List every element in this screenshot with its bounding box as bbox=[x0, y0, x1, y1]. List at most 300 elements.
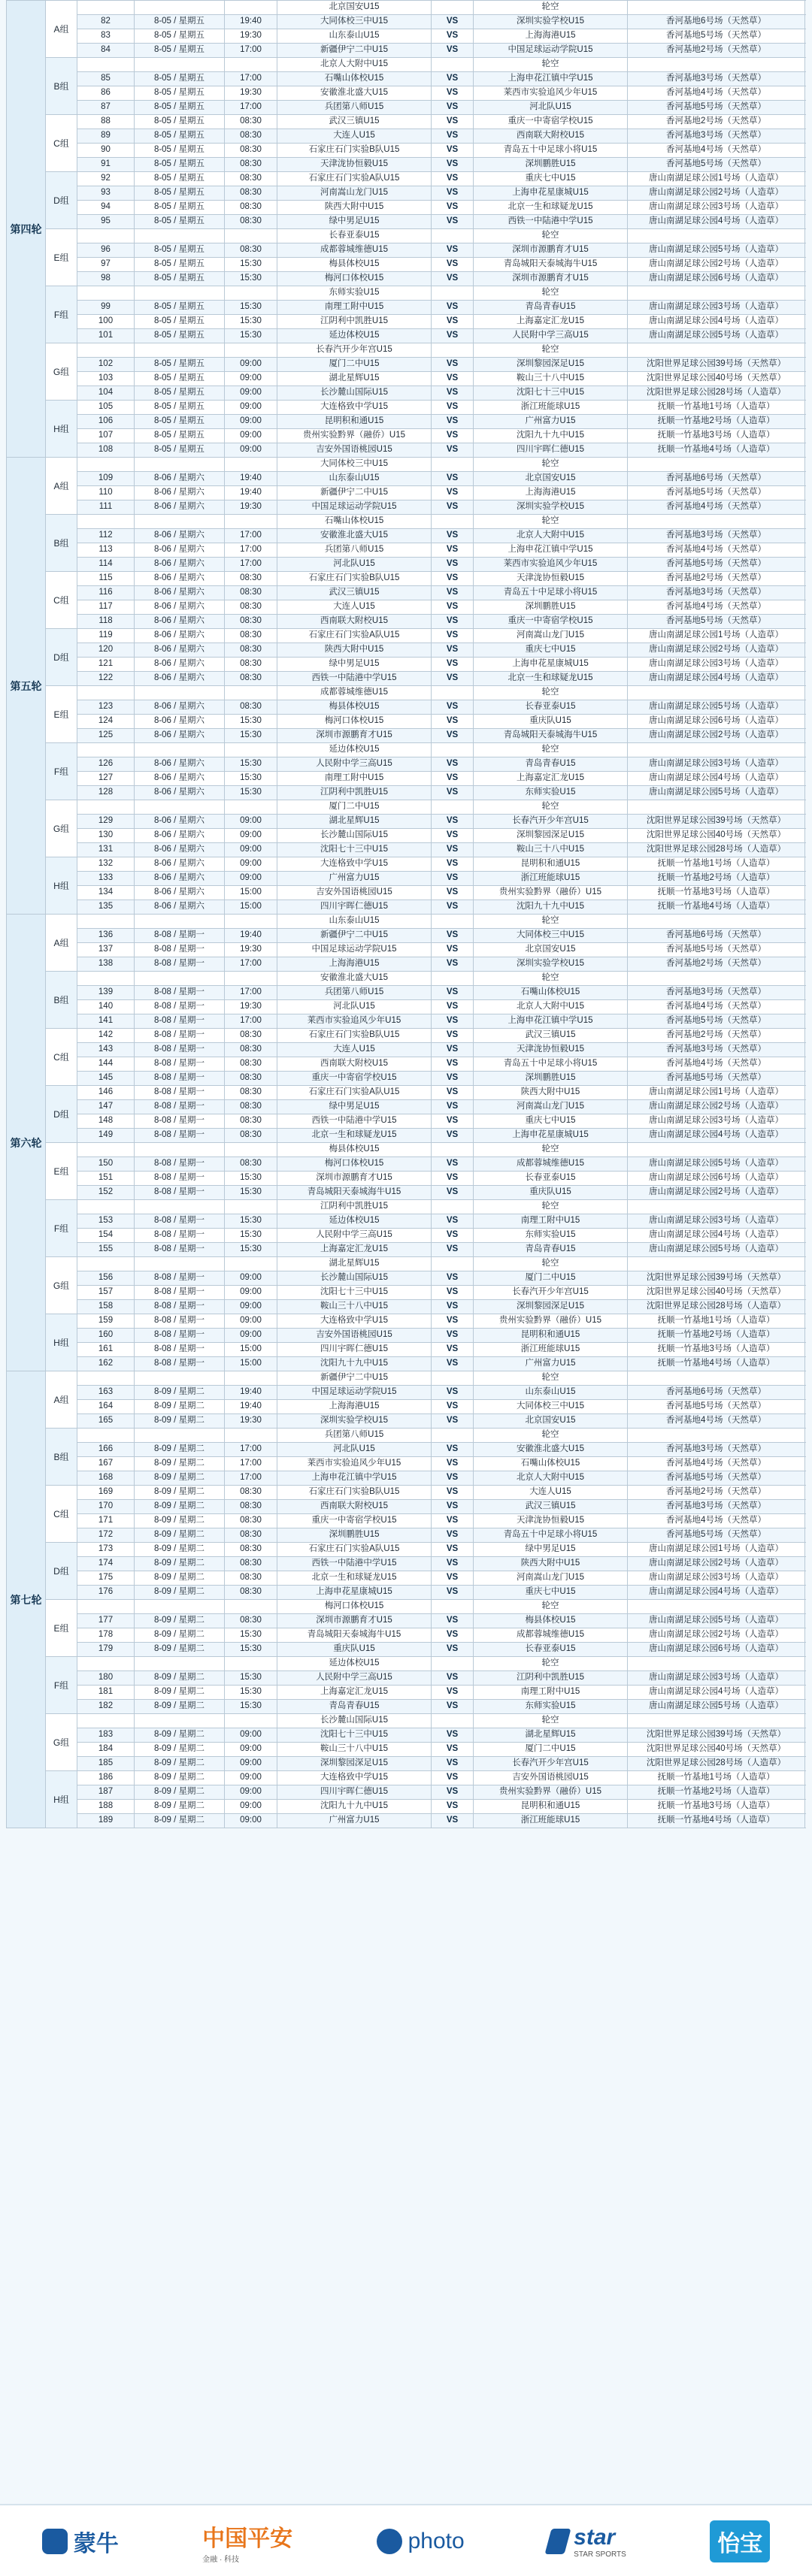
match-time: 17:00 bbox=[225, 1014, 277, 1029]
match-date: 8-09 / 星期二 bbox=[135, 1785, 225, 1800]
venue: 唐山南湖足球公园3号场（人造草） bbox=[628, 1671, 805, 1686]
group-label: D组 bbox=[46, 172, 77, 229]
match-date: 8-06 / 星期六 bbox=[135, 543, 225, 558]
match-date: 8-05 / 星期五 bbox=[135, 29, 225, 44]
vs-label: VS bbox=[432, 1471, 474, 1486]
away-team: 广州富力U15 bbox=[474, 1357, 628, 1371]
venue: 抚顺一竹基地2号场（人造草） bbox=[628, 1329, 805, 1343]
home-team: 河南嵩山龙门U15 bbox=[277, 186, 432, 201]
match-row bbox=[7, 129, 805, 144]
venue: 香河基地2号场（天然草） bbox=[628, 1486, 805, 1500]
away-team: 重庆七中U15 bbox=[474, 643, 628, 658]
match-row bbox=[7, 1528, 805, 1543]
venue: 香河基地5号场（天然草） bbox=[628, 29, 805, 44]
match-time: 09:00 bbox=[225, 1757, 277, 1771]
match-time: 08:30 bbox=[225, 1029, 277, 1043]
away-team: 重庆七中U15 bbox=[474, 1114, 628, 1129]
match-no: 106 bbox=[77, 415, 135, 429]
group-label: G组 bbox=[46, 800, 77, 857]
away-team: 鞍山三十八中U15 bbox=[474, 372, 628, 386]
home-team: 石家庄石门实验B队U15 bbox=[277, 572, 432, 586]
venue: 香河基地2号场（天然草） bbox=[628, 44, 805, 58]
away-team: 深圳市源鹏育才U15 bbox=[474, 243, 628, 258]
match-row bbox=[7, 472, 805, 486]
match-row bbox=[7, 272, 805, 286]
away-team: 深圳鹏胜U15 bbox=[474, 158, 628, 172]
match-date: 8-08 / 星期一 bbox=[135, 1214, 225, 1229]
bye-team: 梅县体校U15 bbox=[277, 1143, 432, 1157]
vs-label: VS bbox=[432, 415, 474, 429]
home-team: 兵团第八师U15 bbox=[277, 986, 432, 1000]
sponsor-logo-pingan: 中国平安 金融 · 科技 bbox=[202, 2526, 293, 2564]
home-team: 山东泰山U15 bbox=[277, 29, 432, 44]
venue: 香河基地5号场（天然草） bbox=[628, 158, 805, 172]
match-time bbox=[225, 972, 277, 986]
vs-label: VS bbox=[432, 1314, 474, 1329]
venue: 唐山南湖足球公园6号场（人造草） bbox=[628, 715, 805, 729]
match-row bbox=[7, 1329, 805, 1343]
match-time: 15:30 bbox=[225, 1671, 277, 1686]
home-team: 安徽淮北盛大U15 bbox=[277, 86, 432, 101]
away-team: 深圳黎园深足U15 bbox=[474, 358, 628, 372]
bye-spacer bbox=[432, 800, 474, 815]
match-no: 149 bbox=[77, 1129, 135, 1143]
away-team: 江阴利中凯胜U15 bbox=[474, 1671, 628, 1686]
vs-label: VS bbox=[432, 1057, 474, 1072]
match-no: 142 bbox=[77, 1029, 135, 1043]
home-team: 厦门二中U15 bbox=[277, 358, 432, 372]
match-time: 15:30 bbox=[225, 272, 277, 286]
match-time: 08:30 bbox=[225, 1486, 277, 1500]
match-no: 147 bbox=[77, 1100, 135, 1114]
vs-label: VS bbox=[432, 1114, 474, 1129]
away-team: 四川宇晖仁德U15 bbox=[474, 443, 628, 458]
match-date: 8-09 / 星期二 bbox=[135, 1728, 225, 1743]
match-row bbox=[7, 201, 805, 215]
away-team: 北京国安U15 bbox=[474, 943, 628, 957]
away-team: 浙江班能球U15 bbox=[474, 872, 628, 886]
vs-label: VS bbox=[432, 1100, 474, 1114]
away-team: 上海嘉定汇龙U15 bbox=[474, 315, 628, 329]
match-date: 8-08 / 星期一 bbox=[135, 1186, 225, 1200]
match-time: 09:00 bbox=[225, 443, 277, 458]
match-row bbox=[7, 1571, 805, 1586]
bye-empty bbox=[628, 1714, 805, 1728]
match-row bbox=[7, 829, 805, 843]
away-team: 深圳实验学校U15 bbox=[474, 15, 628, 29]
match-row bbox=[7, 1314, 805, 1329]
vs-label: VS bbox=[432, 144, 474, 158]
away-team: 天津泷协恒毅U15 bbox=[474, 1514, 628, 1528]
match-no: 180 bbox=[77, 1671, 135, 1686]
venue: 唐山南湖足球公园5号场（人造草） bbox=[628, 1700, 805, 1714]
venue: 香河基地5号场（天然草） bbox=[628, 101, 805, 115]
match-date: 8-06 / 星期六 bbox=[135, 486, 225, 500]
venue: 香河基地4号场（天然草） bbox=[628, 500, 805, 515]
home-team: 四川宇晖仁德U15 bbox=[277, 1343, 432, 1357]
bye-row bbox=[7, 972, 805, 986]
vs-label: VS bbox=[432, 672, 474, 686]
venue: 香河基地4号场（天然草） bbox=[628, 600, 805, 615]
match-row bbox=[7, 957, 805, 972]
home-team: 石家庄石门实验A队U15 bbox=[277, 1086, 432, 1100]
match-date: 8-09 / 星期二 bbox=[135, 1700, 225, 1714]
home-team: 人民附中学三高U15 bbox=[277, 1671, 432, 1686]
home-team: 人民附中学三高U15 bbox=[277, 1229, 432, 1243]
match-time: 09:00 bbox=[225, 1329, 277, 1343]
match-no: 139 bbox=[77, 986, 135, 1000]
match-time: 15:30 bbox=[225, 1243, 277, 1257]
match-no: 95 bbox=[77, 215, 135, 229]
vs-label: VS bbox=[432, 386, 474, 401]
match-no: 155 bbox=[77, 1243, 135, 1257]
away-team: 北京人大附中U15 bbox=[474, 1471, 628, 1486]
vs-label: VS bbox=[432, 929, 474, 943]
match-no: 176 bbox=[77, 1586, 135, 1600]
match-date: 8-09 / 星期二 bbox=[135, 1443, 225, 1457]
home-team: 四川宇晖仁德U15 bbox=[277, 1785, 432, 1800]
match-date bbox=[135, 972, 225, 986]
match-time: 09:00 bbox=[225, 1814, 277, 1828]
home-team: 上海嘉定汇龙U15 bbox=[277, 1686, 432, 1700]
home-team: 梅河口体校U15 bbox=[277, 1157, 432, 1172]
group-label: C组 bbox=[46, 115, 77, 172]
vs-label: VS bbox=[432, 372, 474, 386]
match-date: 8-05 / 星期五 bbox=[135, 129, 225, 144]
group-label: B组 bbox=[46, 972, 77, 1029]
match-date bbox=[135, 229, 225, 243]
match-no: 183 bbox=[77, 1728, 135, 1743]
match-time: 19:40 bbox=[225, 1386, 277, 1400]
match-time: 17:00 bbox=[225, 1457, 277, 1471]
match-row bbox=[7, 586, 805, 600]
match-date: 8-08 / 星期一 bbox=[135, 1086, 225, 1100]
bye-empty bbox=[628, 743, 805, 757]
bye-empty bbox=[628, 1, 805, 15]
away-team: 青岛青春U15 bbox=[474, 757, 628, 772]
home-team: 山东泰山U15 bbox=[277, 472, 432, 486]
bye-note: 轮空 bbox=[474, 229, 628, 243]
bye-empty bbox=[628, 515, 805, 529]
match-no: 151 bbox=[77, 1172, 135, 1186]
match-row bbox=[7, 172, 805, 186]
bye-note: 轮空 bbox=[474, 458, 628, 472]
home-team: 吉安外国语桃园U15 bbox=[277, 443, 432, 458]
match-no: 120 bbox=[77, 643, 135, 658]
away-team: 河北队U15 bbox=[474, 101, 628, 115]
match-row bbox=[7, 772, 805, 786]
away-team: 青岛青春U15 bbox=[474, 1243, 628, 1257]
match-date: 8-06 / 星期六 bbox=[135, 829, 225, 843]
match-no: 145 bbox=[77, 1072, 135, 1086]
vs-label: VS bbox=[432, 258, 474, 272]
match-date: 8-05 / 星期五 bbox=[135, 101, 225, 115]
match-date: 8-09 / 星期二 bbox=[135, 1557, 225, 1571]
home-team: 上海海港U15 bbox=[277, 1400, 432, 1414]
match-date: 8-08 / 星期一 bbox=[135, 1014, 225, 1029]
match-date: 8-06 / 星期六 bbox=[135, 886, 225, 900]
match-time bbox=[225, 1200, 277, 1214]
match-no: 163 bbox=[77, 1386, 135, 1400]
home-team: 中国足球运动学院U15 bbox=[277, 1386, 432, 1400]
match-date bbox=[135, 343, 225, 358]
home-team: 河北队U15 bbox=[277, 1000, 432, 1014]
match-no bbox=[77, 229, 135, 243]
match-time: 09:00 bbox=[225, 843, 277, 857]
away-team: 东师实验U15 bbox=[474, 1700, 628, 1714]
vs-label: VS bbox=[432, 1229, 474, 1243]
away-team: 大同体校三中U15 bbox=[474, 1400, 628, 1414]
match-row bbox=[7, 1586, 805, 1600]
match-date: 8-09 / 星期二 bbox=[135, 1457, 225, 1471]
match-no bbox=[77, 972, 135, 986]
away-team: 天津泷协恒毅U15 bbox=[474, 572, 628, 586]
venue: 香河基地4号场（天然草） bbox=[628, 144, 805, 158]
match-no: 143 bbox=[77, 1043, 135, 1057]
vs-label: VS bbox=[432, 15, 474, 29]
match-row bbox=[7, 1557, 805, 1571]
venue: 香河基地4号场（天然草） bbox=[628, 1457, 805, 1471]
venue: 抚顺一竹基地3号场（人造草） bbox=[628, 429, 805, 443]
match-time: 09:00 bbox=[225, 1271, 277, 1286]
match-no: 110 bbox=[77, 486, 135, 500]
match-date: 8-05 / 星期五 bbox=[135, 415, 225, 429]
match-no: 103 bbox=[77, 372, 135, 386]
home-team: 北京一生和球疑龙U15 bbox=[277, 1571, 432, 1586]
match-no: 101 bbox=[77, 329, 135, 343]
match-date: 8-09 / 星期二 bbox=[135, 1486, 225, 1500]
bye-team: 延边体校U15 bbox=[277, 743, 432, 757]
match-time: 17:00 bbox=[225, 1443, 277, 1457]
match-date: 8-09 / 星期二 bbox=[135, 1514, 225, 1528]
match-no: 179 bbox=[77, 1643, 135, 1657]
match-row bbox=[7, 786, 805, 800]
vs-label: VS bbox=[432, 1329, 474, 1343]
venue: 唐山南湖足球公园2号场（人造草） bbox=[628, 1100, 805, 1114]
vs-label: VS bbox=[432, 843, 474, 857]
vs-label: VS bbox=[432, 44, 474, 58]
away-team: 昆明积和通U15 bbox=[474, 1800, 628, 1814]
match-row bbox=[7, 144, 805, 158]
home-team: 石家庄石门实验B队U15 bbox=[277, 1486, 432, 1500]
match-time: 15:30 bbox=[225, 1186, 277, 1200]
bye-note: 轮空 bbox=[474, 1143, 628, 1157]
match-date: 8-08 / 星期一 bbox=[135, 1029, 225, 1043]
away-team: 石嘴山体校U15 bbox=[474, 986, 628, 1000]
match-time: 08:30 bbox=[225, 1129, 277, 1143]
bye-row bbox=[7, 343, 805, 358]
venue: 抚顺一竹基地3号场（人造草） bbox=[628, 886, 805, 900]
away-team: 厦门二中U15 bbox=[474, 1271, 628, 1286]
match-time: 19:30 bbox=[225, 1414, 277, 1429]
match-date: 8-08 / 星期一 bbox=[135, 1243, 225, 1257]
home-team: 河北队U15 bbox=[277, 558, 432, 572]
bye-empty bbox=[628, 1657, 805, 1671]
venue: 沈阳世界足球公园39号场（天然草） bbox=[628, 358, 805, 372]
bye-row bbox=[7, 915, 805, 929]
venue: 抚顺一竹基地1号场（人造草） bbox=[628, 1314, 805, 1329]
away-team: 成都蓉城维德U15 bbox=[474, 1628, 628, 1643]
vs-label: VS bbox=[432, 29, 474, 44]
away-team: 深圳实验学校U15 bbox=[474, 500, 628, 515]
away-team: 沈阳九十九中U15 bbox=[474, 900, 628, 915]
match-time: 15:30 bbox=[225, 301, 277, 315]
match-no: 135 bbox=[77, 900, 135, 915]
match-date: 8-06 / 星期六 bbox=[135, 529, 225, 543]
home-team: 上海申花星康城U15 bbox=[277, 1586, 432, 1600]
match-row bbox=[7, 886, 805, 900]
match-time: 08:30 bbox=[225, 201, 277, 215]
venue: 唐山南湖足球公园3号场（人造草） bbox=[628, 1214, 805, 1229]
match-no bbox=[77, 343, 135, 358]
group-label: E组 bbox=[46, 229, 77, 286]
match-time: 15:30 bbox=[225, 315, 277, 329]
bye-note: 轮空 bbox=[474, 58, 628, 72]
bye-empty bbox=[628, 686, 805, 700]
home-team: 江阴利中凯胜U15 bbox=[277, 786, 432, 800]
away-team: 重庆一中寄宿学校U15 bbox=[474, 115, 628, 129]
match-no: 126 bbox=[77, 757, 135, 772]
match-date: 8-08 / 星期一 bbox=[135, 1300, 225, 1314]
match-time: 08:30 bbox=[225, 186, 277, 201]
home-team: 沈阳九十九中U15 bbox=[277, 1800, 432, 1814]
venue: 香河基地3号场（天然草） bbox=[628, 986, 805, 1000]
vs-label: VS bbox=[432, 301, 474, 315]
match-time: 15:30 bbox=[225, 715, 277, 729]
group-label: G组 bbox=[46, 1714, 77, 1771]
sponsor-logo-photo: photo bbox=[377, 2529, 465, 2554]
venue: 香河基地4号场（天然草） bbox=[628, 1514, 805, 1528]
match-date: 8-09 / 星期二 bbox=[135, 1614, 225, 1628]
home-team: 陕西大附中U15 bbox=[277, 643, 432, 658]
bye-row bbox=[7, 58, 805, 72]
match-no: 114 bbox=[77, 558, 135, 572]
match-no: 141 bbox=[77, 1014, 135, 1029]
match-date: 8-09 / 星期二 bbox=[135, 1471, 225, 1486]
home-team: 吉安外国语桃园U15 bbox=[277, 886, 432, 900]
venue: 抚顺一竹基地3号场（人造草） bbox=[628, 1343, 805, 1357]
match-time: 09:00 bbox=[225, 1300, 277, 1314]
home-team: 重庆一中寄宿学校U15 bbox=[277, 1072, 432, 1086]
venue: 唐山南湖足球公园5号场（人造草） bbox=[628, 786, 805, 800]
away-team: 大同体校三中U15 bbox=[474, 929, 628, 943]
bye-empty bbox=[628, 800, 805, 815]
bye-team: 北京国安U15 bbox=[277, 1, 432, 15]
match-date: 8-09 / 星期二 bbox=[135, 1543, 225, 1557]
match-no bbox=[77, 1600, 135, 1614]
bye-team: 北京人大附中U15 bbox=[277, 58, 432, 72]
home-team: 长沙麓山国际U15 bbox=[277, 386, 432, 401]
group-label: A组 bbox=[46, 458, 77, 515]
away-team: 山东泰山U15 bbox=[474, 1386, 628, 1400]
match-date: 8-06 / 星期六 bbox=[135, 715, 225, 729]
match-date: 8-08 / 星期一 bbox=[135, 957, 225, 972]
vs-label: VS bbox=[432, 1271, 474, 1286]
match-row bbox=[7, 529, 805, 543]
away-team: 长春汽开少年宫U15 bbox=[474, 815, 628, 829]
match-date: 8-06 / 星期六 bbox=[135, 843, 225, 857]
round-label: 第七轮 bbox=[7, 1371, 46, 1828]
match-date: 8-08 / 星期一 bbox=[135, 1329, 225, 1343]
match-date: 8-09 / 星期二 bbox=[135, 1671, 225, 1686]
match-no: 181 bbox=[77, 1686, 135, 1700]
match-time: 09:00 bbox=[225, 358, 277, 372]
match-time: 08:30 bbox=[225, 1157, 277, 1172]
match-date: 8-09 / 星期二 bbox=[135, 1528, 225, 1543]
match-date: 8-08 / 星期一 bbox=[135, 1357, 225, 1371]
home-team: 大连人U15 bbox=[277, 129, 432, 144]
match-no: 105 bbox=[77, 401, 135, 415]
bye-note: 轮空 bbox=[474, 343, 628, 358]
vs-label: VS bbox=[432, 1785, 474, 1800]
match-row bbox=[7, 929, 805, 943]
match-date: 8-08 / 星期一 bbox=[135, 1000, 225, 1014]
venue: 香河基地5号场（天然草） bbox=[628, 1400, 805, 1414]
match-no: 144 bbox=[77, 1057, 135, 1072]
match-row bbox=[7, 401, 805, 415]
away-team: 深圳鹏胜U15 bbox=[474, 1072, 628, 1086]
home-team: 重庆队U15 bbox=[277, 1643, 432, 1657]
match-no: 83 bbox=[77, 29, 135, 44]
match-row bbox=[7, 715, 805, 729]
bye-row bbox=[7, 686, 805, 700]
match-no: 117 bbox=[77, 600, 135, 615]
match-date: 8-06 / 星期六 bbox=[135, 772, 225, 786]
match-no: 188 bbox=[77, 1800, 135, 1814]
match-no: 178 bbox=[77, 1628, 135, 1643]
venue: 抚顺一竹基地2号场（人造草） bbox=[628, 1785, 805, 1800]
home-team: 河北队U15 bbox=[277, 1443, 432, 1457]
vs-label: VS bbox=[432, 572, 474, 586]
match-no bbox=[77, 915, 135, 929]
match-time: 08:30 bbox=[225, 615, 277, 629]
venue: 抚顺一竹基地1号场（人造草） bbox=[628, 401, 805, 415]
venue: 香河基地6号场（天然草） bbox=[628, 1386, 805, 1400]
match-no: 160 bbox=[77, 1329, 135, 1343]
vs-label: VS bbox=[432, 1086, 474, 1100]
match-date: 8-06 / 星期六 bbox=[135, 558, 225, 572]
match-date bbox=[135, 1600, 225, 1614]
home-team: 上海申花江镇中学U15 bbox=[277, 1471, 432, 1486]
vs-label: VS bbox=[432, 1586, 474, 1600]
match-time: 19:40 bbox=[225, 1400, 277, 1414]
home-team: 大连格致中学U15 bbox=[277, 857, 432, 872]
match-time: 08:30 bbox=[225, 129, 277, 144]
match-time bbox=[225, 1657, 277, 1671]
match-date bbox=[135, 1257, 225, 1271]
match-date: 8-06 / 星期六 bbox=[135, 572, 225, 586]
match-date bbox=[135, 686, 225, 700]
home-team: 梅县体校U15 bbox=[277, 258, 432, 272]
match-time bbox=[225, 1371, 277, 1386]
match-no: 187 bbox=[77, 1785, 135, 1800]
match-row bbox=[7, 1500, 805, 1514]
match-no bbox=[77, 686, 135, 700]
match-no: 189 bbox=[77, 1814, 135, 1828]
vs-label: VS bbox=[432, 1643, 474, 1657]
bye-team: 东师实验U15 bbox=[277, 286, 432, 301]
match-no: 136 bbox=[77, 929, 135, 943]
away-team: 上海海港U15 bbox=[474, 29, 628, 44]
group-label: C组 bbox=[46, 1486, 77, 1543]
match-no bbox=[77, 58, 135, 72]
away-team: 安徽淮北盛大U15 bbox=[474, 1443, 628, 1457]
venue: 香河基地3号场（天然草） bbox=[628, 129, 805, 144]
venue: 香河基地3号场（天然草） bbox=[628, 529, 805, 543]
match-no: 138 bbox=[77, 957, 135, 972]
match-row bbox=[7, 1043, 805, 1057]
match-no bbox=[77, 800, 135, 815]
